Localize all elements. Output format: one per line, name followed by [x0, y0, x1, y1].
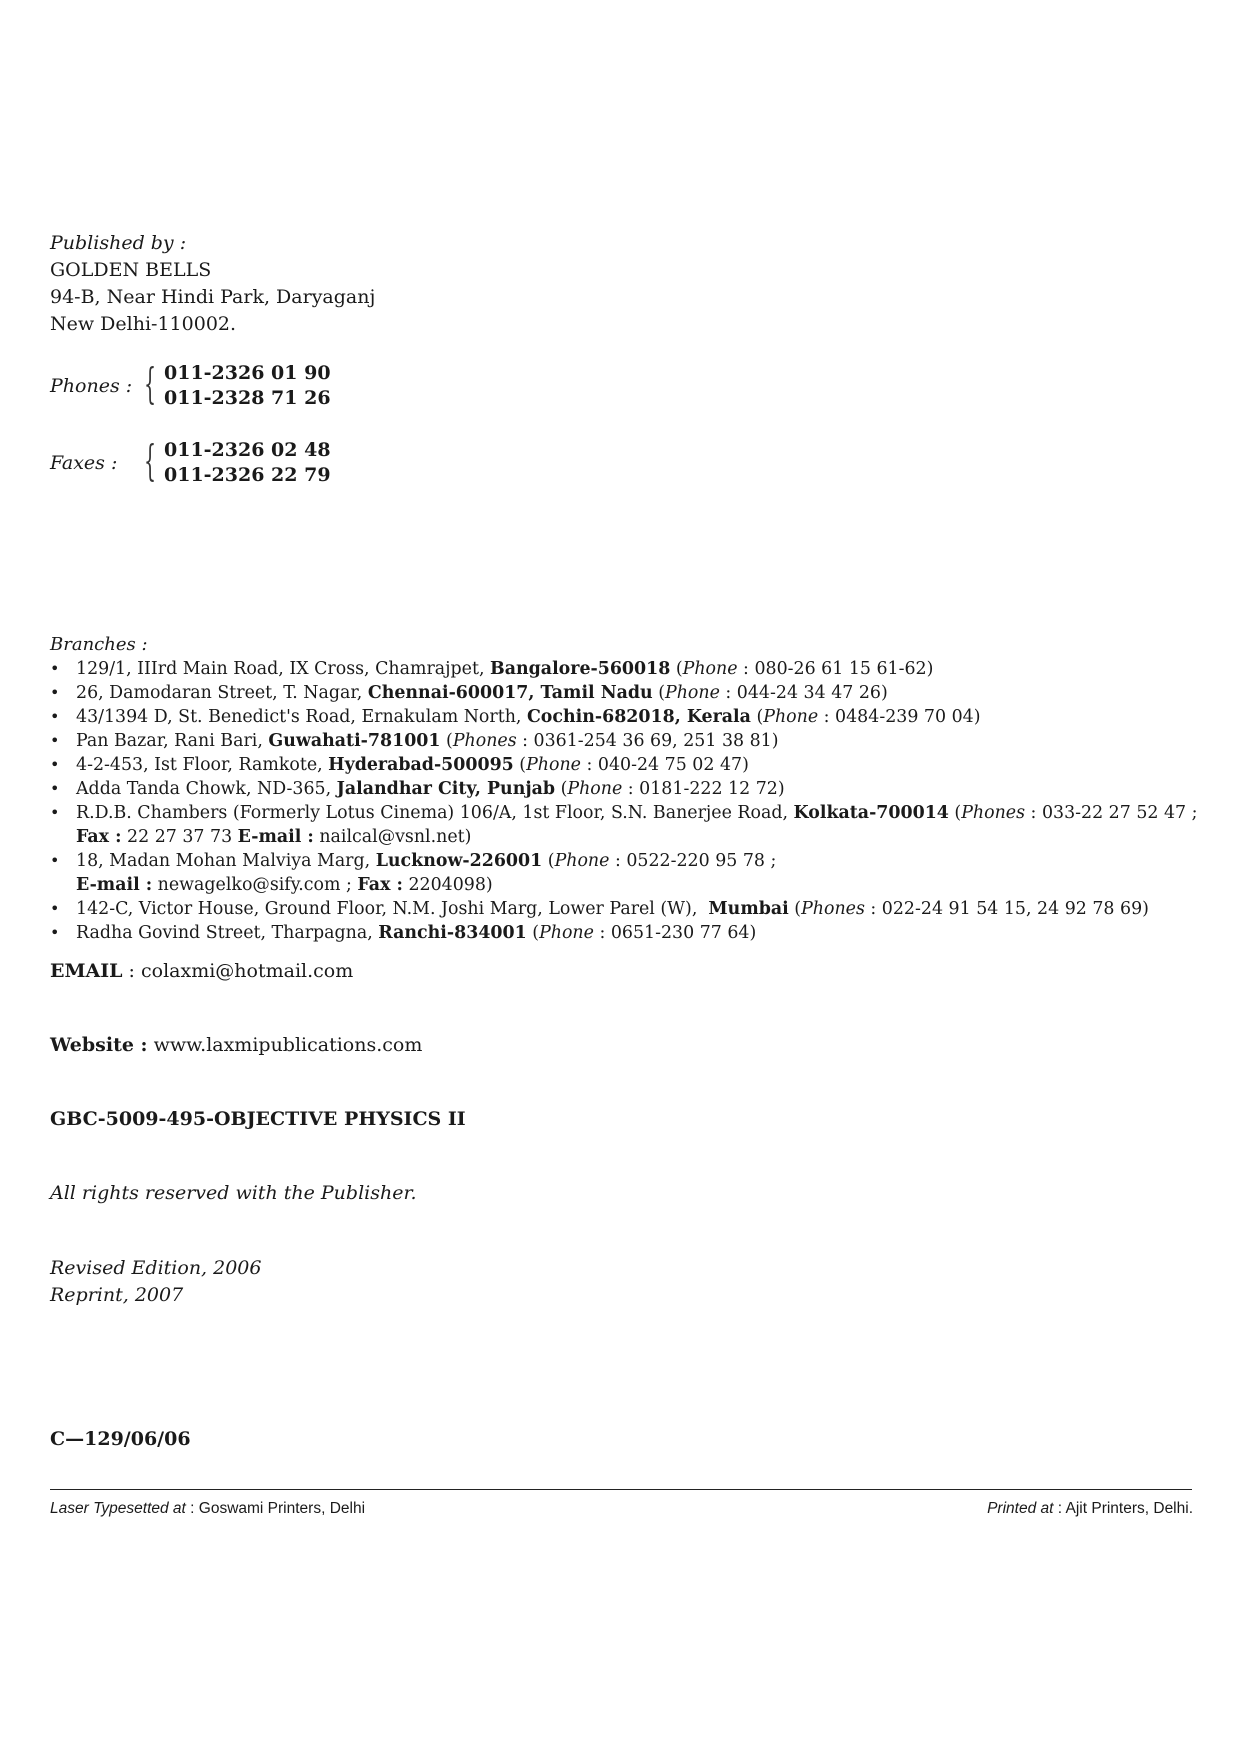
bullet: • [50, 683, 60, 702]
bullet: • [50, 779, 60, 798]
bullet: • [50, 755, 60, 774]
branch-city: Kolkata-700014 [793, 803, 949, 823]
revised-edition: Revised Edition, 2006 [50, 1257, 262, 1279]
bullet: • [50, 851, 60, 870]
branch-continuation: E-mail : newagelko@sify.com ; Fax : 2204098) [76, 875, 493, 895]
branch-item: • Adda Tanda Chowk, ND-365, Jalandhar City, Punjab (Phone : 0181-222 12 72) [50, 779, 785, 799]
phones-numbers [164, 361, 331, 411]
branch-item: • R.D.B. Chambers (Formerly Lotus Cinema) 106/A, 1st Floor, S.N. Banerjee Road, Kolkata-700014 (Phones : 033-22 27 52 47 ; Fax : 22 27 37 73 E-mail : nailcal@vsnl.net) [50, 801, 1200, 849]
branch-city: Bangalore-560018 [490, 659, 671, 679]
published-by-label: Published by : [50, 232, 187, 254]
book-code: GBC-5009-495-OBJECTIVE PHYSICS II [50, 1108, 466, 1130]
email-label: EMAIL [50, 960, 123, 982]
publisher-address-line1: 94-B, Near Hindi Park, Daryaganj [50, 286, 376, 308]
branch-city: Mumbai [708, 899, 789, 919]
phone-number: 011-2328 71 26 [164, 387, 331, 409]
typeset-value: : Goswami Printers, Delhi [185, 1500, 366, 1517]
website-value: www.laxmipublications.com [147, 1034, 423, 1056]
branch-item: • 142-C, Victor House, Ground Floor, N.M. Joshi Marg, Lower Parel (W), Mumbai (Phones : 022-24 91 54 15, 24 92 78 69) [50, 899, 1149, 919]
branches-list [50, 657, 1200, 945]
faxes-numbers [164, 438, 331, 488]
faxes-label: Faxes : [50, 452, 118, 474]
branch-city: Lucknow-226001 [375, 851, 543, 871]
branch-item: • 4-2-453, Ist Floor, Ramkote, Hyderabad-500095 (Phone : 040-24 75 02 47) [50, 755, 749, 775]
phones-label: Phones : [50, 375, 133, 397]
publisher-name: GOLDEN BELLS [50, 259, 212, 281]
bullet: • [50, 731, 60, 750]
footer-divider [50, 1489, 1192, 1490]
email-value: colaxmi@hotmail.com [141, 960, 354, 982]
website-label: Website : [50, 1034, 148, 1056]
catalog-code: C—129/06/06 [50, 1428, 191, 1450]
bullet: • [50, 923, 60, 942]
branch-item: • 43/1394 D, St. Benedict's Road, Ernakulam North, Cochin-682018, Kerala (Phone : 0484-239 70 04) [50, 707, 981, 727]
branches-block [50, 633, 1200, 945]
branch-item: • 26, Damodaran Street, T. Nagar, Chennai-600017, Tamil Nadu (Phone : 044-24 34 47 26) [50, 683, 888, 703]
branch-city: Chennai-600017, Tamil Nadu [367, 683, 653, 703]
branch-item: • Pan Bazar, Rani Bari, Guwahati-781001 (Phones : 0361-254 36 69, 251 38 81) [50, 731, 779, 751]
printed-label: Printed at [987, 1500, 1054, 1517]
fax-number: 011-2326 22 79 [164, 464, 331, 486]
phone-number: 011-2326 01 90 [164, 362, 331, 384]
faxes-brace: { [144, 436, 157, 485]
rights-statement: All rights reserved with the Publisher. [50, 1182, 417, 1204]
typeset-credit [50, 1500, 365, 1518]
reprint: Reprint, 2007 [50, 1284, 184, 1306]
branch-city: Ranchi-834001 [378, 923, 527, 943]
printed-value: : Ajit Printers, Delhi. [1053, 1500, 1193, 1517]
email-line: EMAIL : colaxmi@hotmail.com [50, 960, 354, 982]
website-line [50, 1034, 422, 1056]
edition-block [50, 1255, 262, 1309]
branch-city: Hyderabad-500095 [328, 755, 514, 775]
branch-item: • Radha Govind Street, Tharpagna, Ranchi-834001 (Phone : 0651-230 77 64) [50, 923, 757, 943]
publisher-block [50, 230, 375, 338]
phones-brace: { [144, 359, 157, 408]
printed-credit [987, 1500, 1193, 1518]
branch-item: • 129/1, IIIrd Main Road, IX Cross, Chamrajpet, Bangalore-560018 (Phone : 080-26 61 15 61-62) [50, 659, 934, 679]
bullet: • [50, 899, 60, 918]
branch-city: Cochin-682018, Kerala [526, 707, 751, 727]
bullet: • [50, 803, 60, 822]
branch-city: Guwahati-781001 [268, 731, 441, 751]
typeset-label: Laser Typesetted at [50, 1500, 186, 1517]
bullet: • [50, 659, 60, 678]
branch-item: • 18, Madan Mohan Malviya Marg, Lucknow-226001 (Phone : 0522-220 95 78 ; E-mail : newagelko@sify.com ; Fax : 2204098) [50, 849, 1200, 897]
publisher-address-line2: New Delhi-110002. [50, 313, 237, 335]
bullet: • [50, 707, 60, 726]
branch-city: Jalandhar City, Punjab [336, 779, 556, 799]
branches-label: Branches : [50, 634, 148, 655]
fax-number: 011-2326 02 48 [164, 439, 331, 461]
branch-continuation: Fax : 22 27 37 73 E-mail : nailcal@vsnl.net) [76, 827, 472, 847]
